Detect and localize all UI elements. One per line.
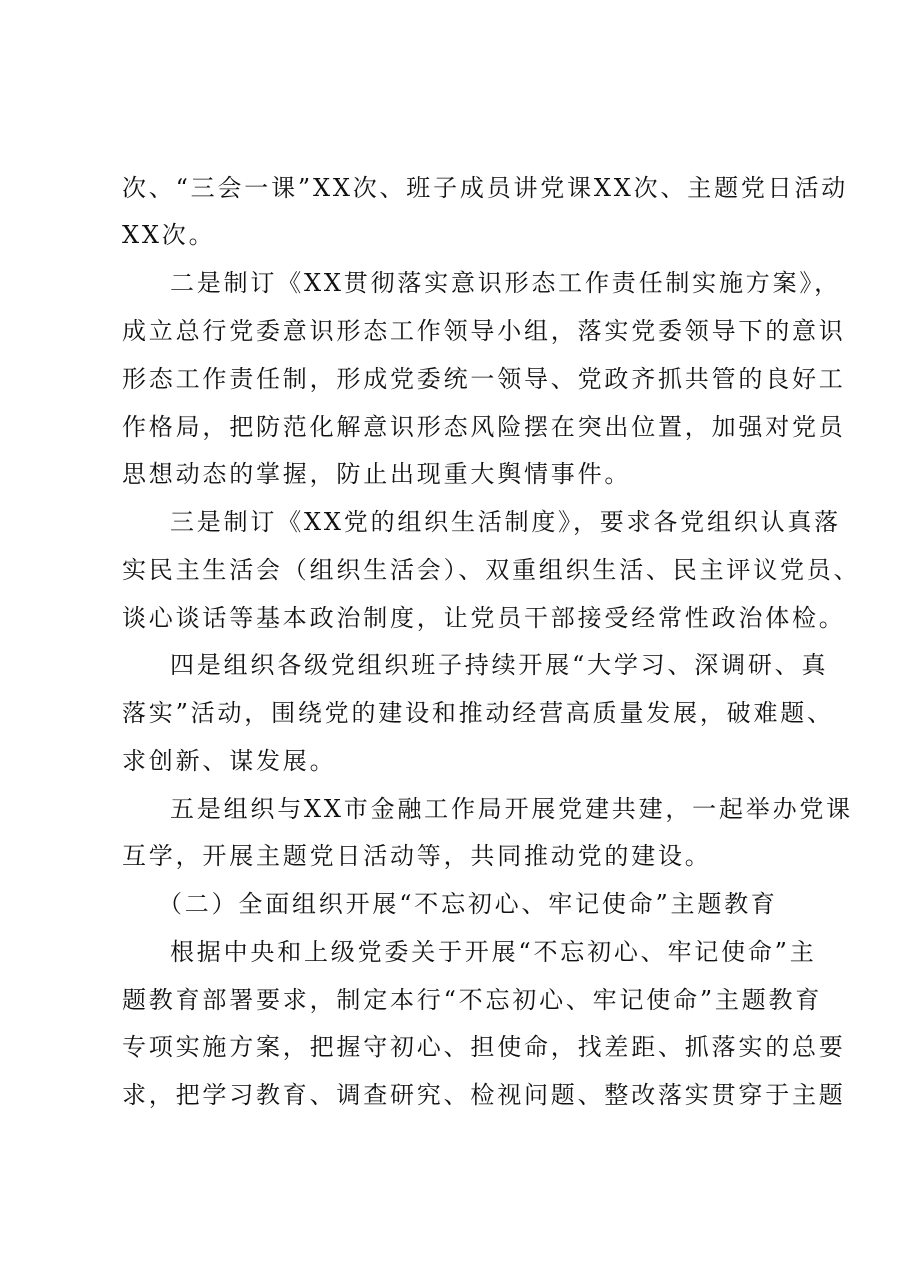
text-line: 成立总行党委意识形态工作领导小组，落实党委领导下的意识 xyxy=(122,317,846,345)
text-line: 互学，开展主题党日活动等，共同推动党的建设。 xyxy=(122,842,712,870)
text-line: 作格局，把防范化解意识形态风险摆在突出位置，加强对党员 xyxy=(122,413,846,441)
text-line: 次、“三会一课”XX次、班子成员讲党课XX次、主题党日活动 xyxy=(122,174,849,202)
text-line: 专项实施方案，把握守初心、担使命，找差距、抓落实的总要 xyxy=(122,1033,846,1061)
text-line: XX次。 xyxy=(122,221,216,249)
paragraph-start-6: 根据中央和上级党委关于开展“不忘初心、牢记使命”主 xyxy=(170,938,817,966)
text-line: 实民主生活会（组织生活会）、双重组织生活、民主评议党员、 xyxy=(122,556,861,584)
paragraph-start-2: 二是制订《XX贯彻落实意识形态工作责任制实施方案》， xyxy=(170,269,841,297)
text-line: 思想动态的掌握，防止出现重大舆情事件。 xyxy=(122,460,632,488)
text-line: 形态工作责任制，形成党委统一领导、党政齐抓共管的良好工 xyxy=(122,365,846,393)
section-heading: （二）全面组织开展“不忘初心、牢记使命”主题教育 xyxy=(158,890,778,918)
paragraph-start-5: 五是组织与XX市金融工作局开展党建共建，一起举办党课 xyxy=(170,795,853,823)
text-line: 落实”活动，围绕党的建设和推动经营高质量发展，破难题、 xyxy=(122,699,834,727)
text-line: 求，把学习教育、调查研究、检视问题、整改落实贯穿于主题 xyxy=(122,1081,846,1109)
text-line: 谈心谈话等基本政治制度，让党员干部接受经常性政治体检。 xyxy=(122,604,846,632)
text-line: 题教育部署要求，制定本行“不忘初心、牢记使命”主题教育 xyxy=(122,986,823,1014)
paragraph-start-4: 四是组织各级党组织班子持续开展“大学习、深调研、真 xyxy=(170,651,829,679)
text-line: 求创新、谋发展。 xyxy=(122,747,337,775)
paragraph-start-3: 三是制订《XX党的组织生活制度》，要求各党组织认真落 xyxy=(170,508,841,536)
